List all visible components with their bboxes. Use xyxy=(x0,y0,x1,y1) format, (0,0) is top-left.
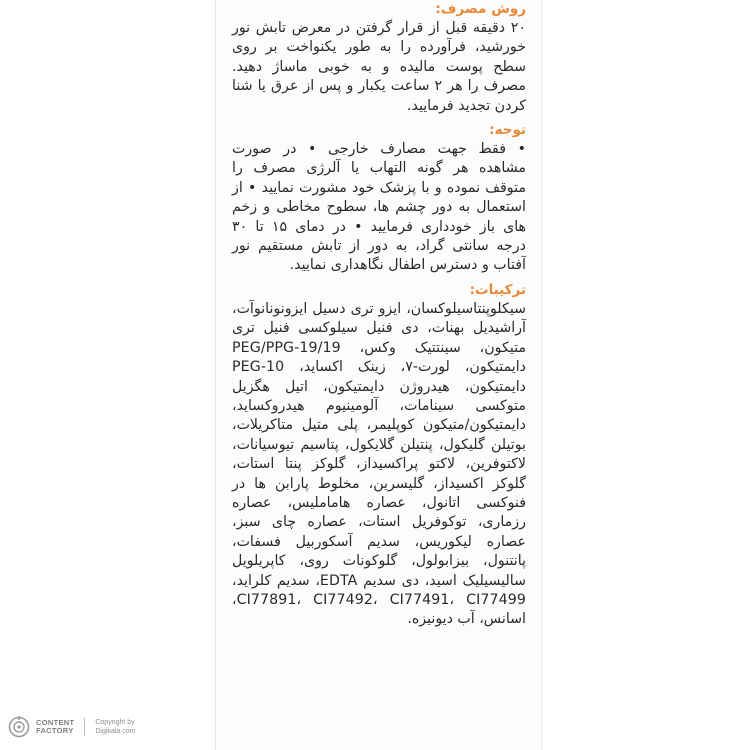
brand-line-2: FACTORY xyxy=(36,726,74,735)
copyright-line-2: Digikala.com xyxy=(95,728,136,735)
ingredients-text: سیکلوپنتاسیلوکسان، ایزو تری دسیل ایزونونانوآت، آراشیدیل بهنات، دی فنیل سیلوکسی فنیل تری متیکون، سینتتیک وکس، PEG/PPG-19/19 دایمتیکون، لورت-۷، زینک اکساید، PEG-10 دایمتیکون، هیدروژن دایمتیکون، اتیل هگزیل متوکسی سینامات، آلومینیوم هیدروکساید، دایمتیکون/متیکون کوپلیمر، پلی متیل متاکریلات، بوتیلن گلیکول، پنتیلن گلایکول، پتاسیم تیوسیانات، لاکتوفرین، لاکتو پراکسیداز، گلوکز پنتا استات، گلوکز اکسیداز، گلیسرین، مخلوط پارابن ها در فنوکسی اتانول، عصاره هامامليس، عصاره رزماری، توکوفریل استات، عصاره چای سبز، عصاره لیکوریس، سدیم آسکوربیل فسفات، پانتنول، بیزابولول، گلوکونات روی، کاپریلویل سالیسیلیک اسید، دی سدیم EDTA، سدیم کلراید، CI77891، CI77492، CI77491، CI77499، اسانس، آب دیونیزه. xyxy=(232,300,526,628)
brand-line-1: CONTENT xyxy=(36,718,75,727)
notes-text: • فقط جهت مصارف خارجی • در صورت مشاهده هر گونه التهاب یا آلرژی مصرف را متوقف نموده و با پزشک خود مشورت نمایید • از استعمال به دور چشم ها، سطوح مخاطی و زخم های باز خودداری فرمایید • در دمای ۱۵ تا ۳۰ درجه سانتی گراد، به دور از تابش مستقیم نور آفتاب و دسترس اطفال نگاهداری نمایید. xyxy=(232,141,527,274)
copyright-notice xyxy=(95,718,135,736)
content-factory-brand xyxy=(36,719,74,735)
content-factory-logo-icon xyxy=(8,716,30,738)
instruction-text-block xyxy=(232,0,526,635)
usage-heading: روش مصرف: xyxy=(435,1,526,17)
copyright-line-1: Copyright by xyxy=(95,719,135,726)
usage-text: ۲۰ دقیقه قبل از قرار گرفتن در معرض تابش نور خورشید، فرآورده را به طور یکنواخت بر روی سطح پوست مالیده و به خوبی ماساژ دهید. مصرف را هر ۲ ساعت یکبار و پس از عرق یا شنا کردن تجدید فرمایید. xyxy=(232,20,527,114)
content-factory-watermark xyxy=(8,716,135,738)
watermark-divider xyxy=(84,718,85,736)
notes-heading: توجه: xyxy=(489,122,526,139)
ingredients-heading: ترکیبات: xyxy=(469,281,526,298)
